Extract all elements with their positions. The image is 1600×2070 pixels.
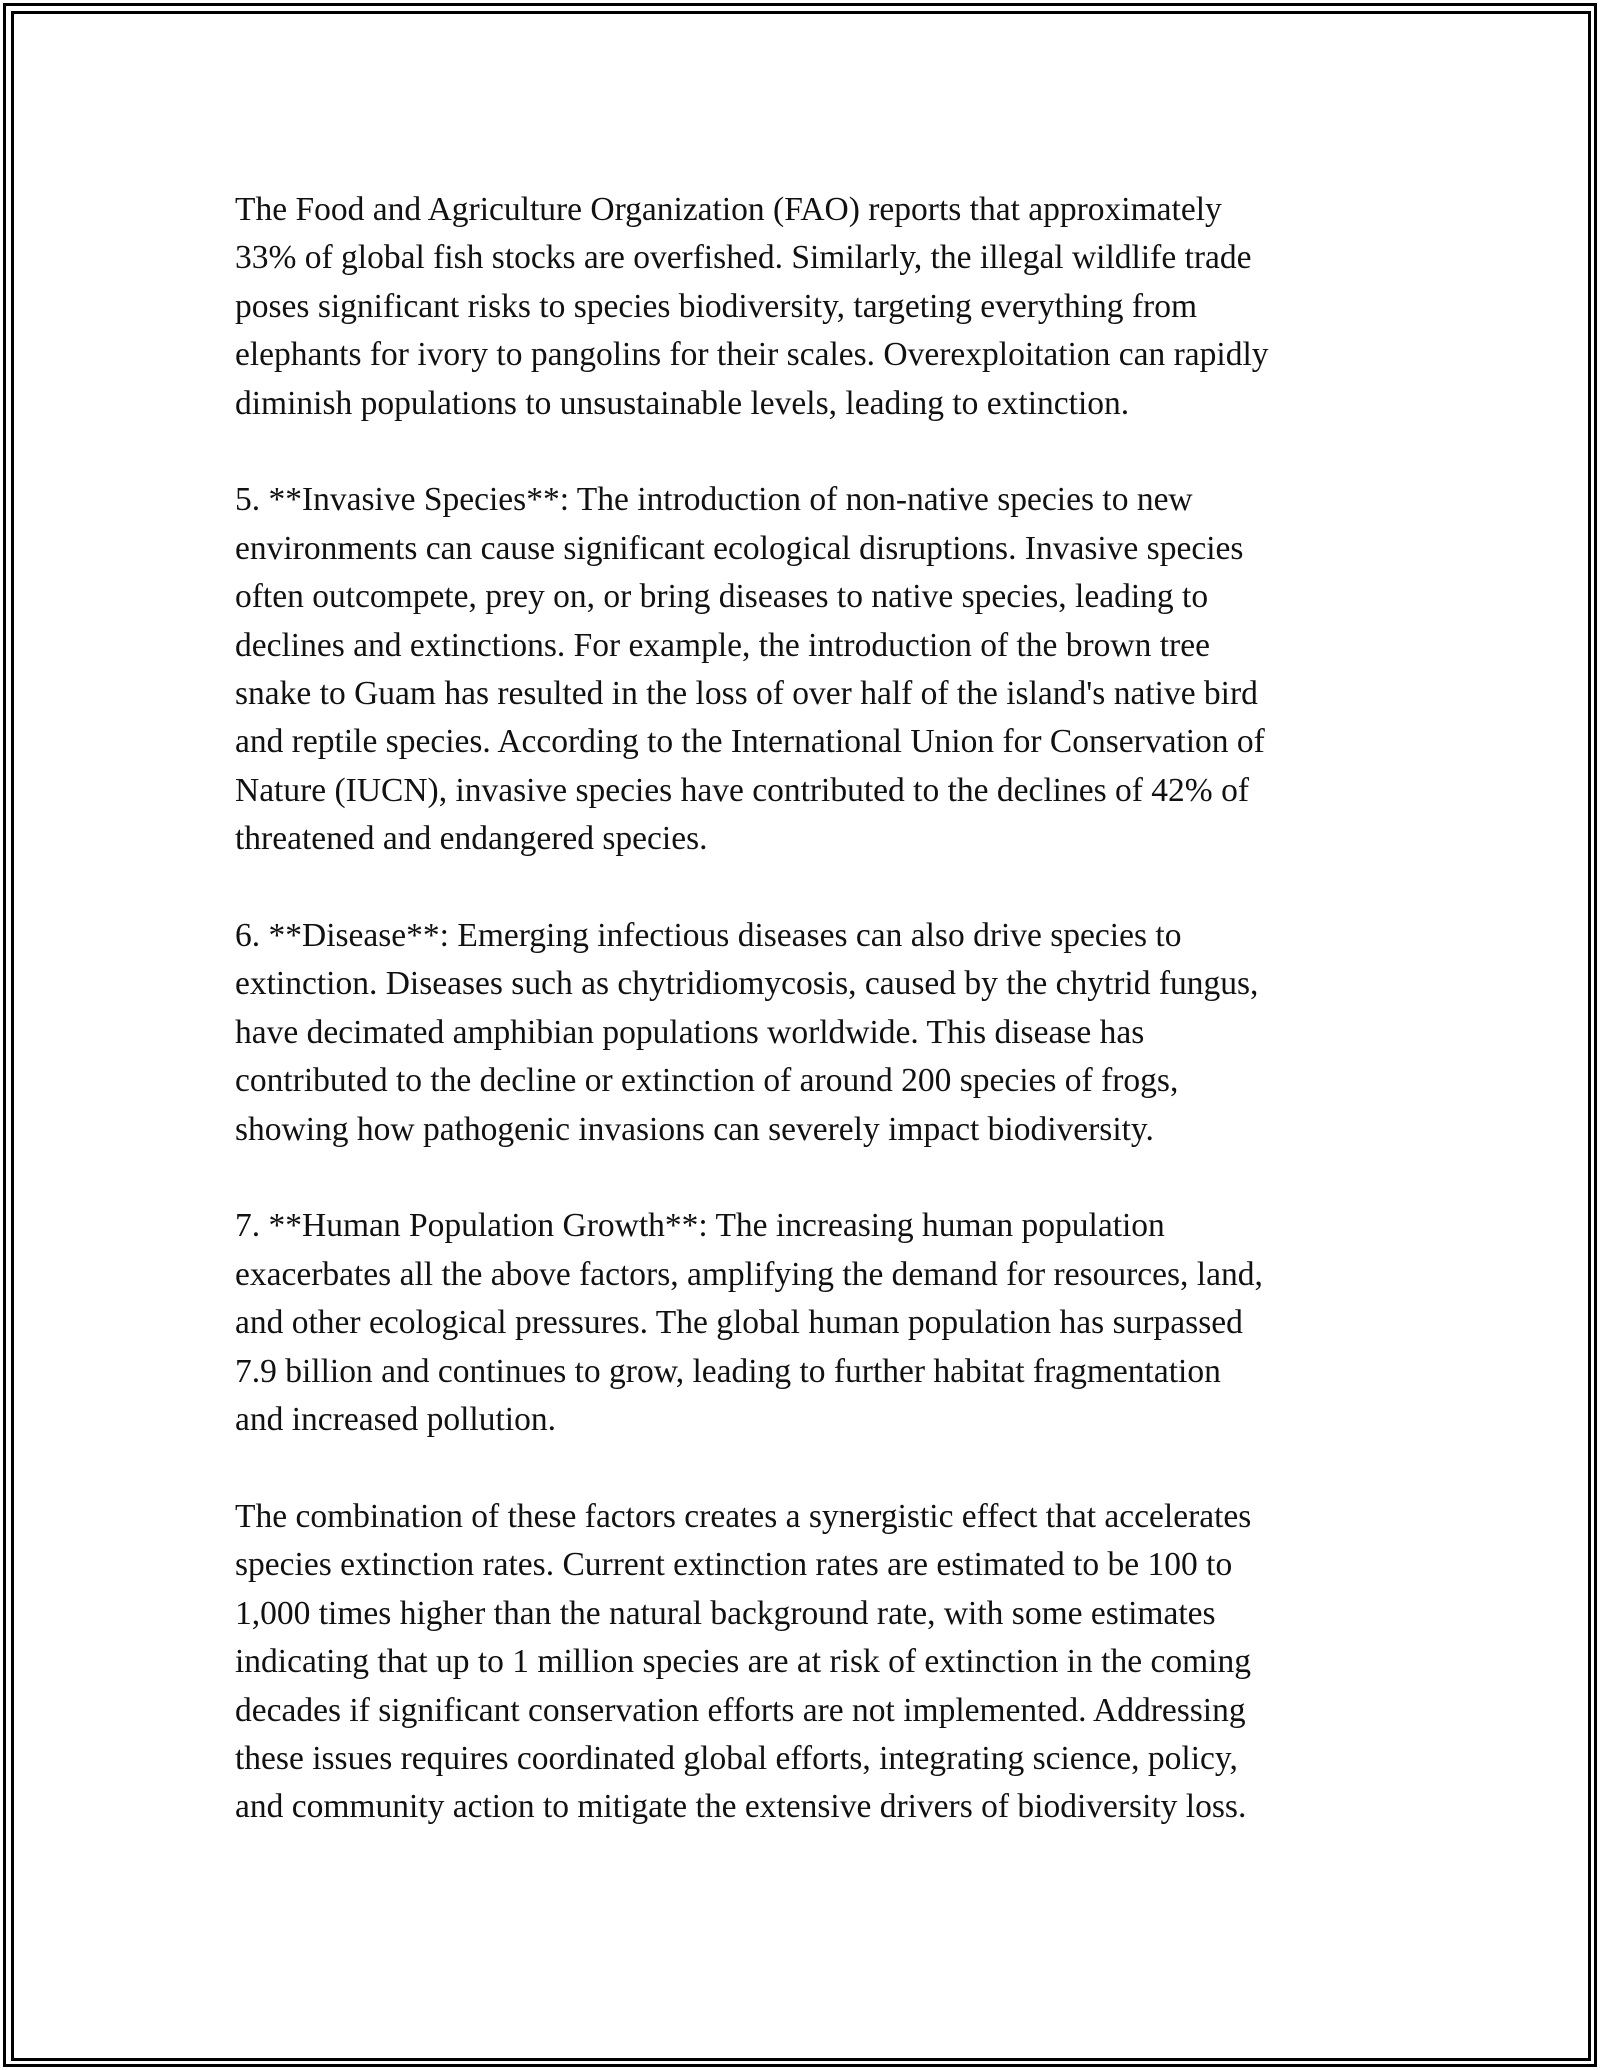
paragraph-disease: 6. **Disease**: Emerging infectious diseases can also drive species to extinction. Diseases such as chytridiomycosis, caused by the chytrid fungus, have decimated amphibian populations worldwide. This disease has contributed to the decline or extinction of around 200 species of frogs, showing how pathogenic invasions can severely impact biodiversity.	[235, 917, 1259, 1148]
document-body	[235, 186, 1395, 1880]
paragraph-invasive-species: 5. **Invasive Species**: The introduction of non-native species to new environments can cause significant ecological disruptions. Invasive species often outcompete, prey on, or bring diseases to native species, leading to declines and extinctions. For example, the introduction of the brown tree snake to Guam has resulted in the loss of over half of the island's native bird and reptile species. According to the International Union for Conservation of Nature (IUCN), invasive species have contributed to the declines of 42% of threatened and endangered species.	[235, 481, 1265, 858]
paragraph-human-population-growth: 7. **Human Population Growth**: The increasing human population exacerbates all the above factors, amplifying the demand for resources, land, and other ecological pressures. The global human population has surpassed 7.9 billion and continues to grow, leading to further habitat fragmentation and increased pollution.	[235, 1207, 1263, 1439]
paragraph-overexploitation: The Food and Agriculture Organization (FAO) reports that approximately 33% of global fish stocks are overfished. Similarly, the illegal wildlife trade poses significant risks to species biodiversity, targeting everything from elephants for ivory to pangolins for their scales. Overexploitation can rapidly diminish populations to unsustainable levels, leading to extinction.	[235, 191, 1269, 422]
paragraph-conclusion: The combination of these factors creates a synergistic effect that accelerates species extinction rates. Current extinction rates are estimated to be 100 to 1,000 times higher than the natural background rate, with some estimates indicating that up to 1 million species are at risk of extinction in the coming decades if significant conservation efforts are not implemented. Addressing these issues requires coordinated global efforts, integrating science, policy, and community action to mitigate the extensive drivers of biodiversity loss.	[235, 1497, 1252, 1826]
